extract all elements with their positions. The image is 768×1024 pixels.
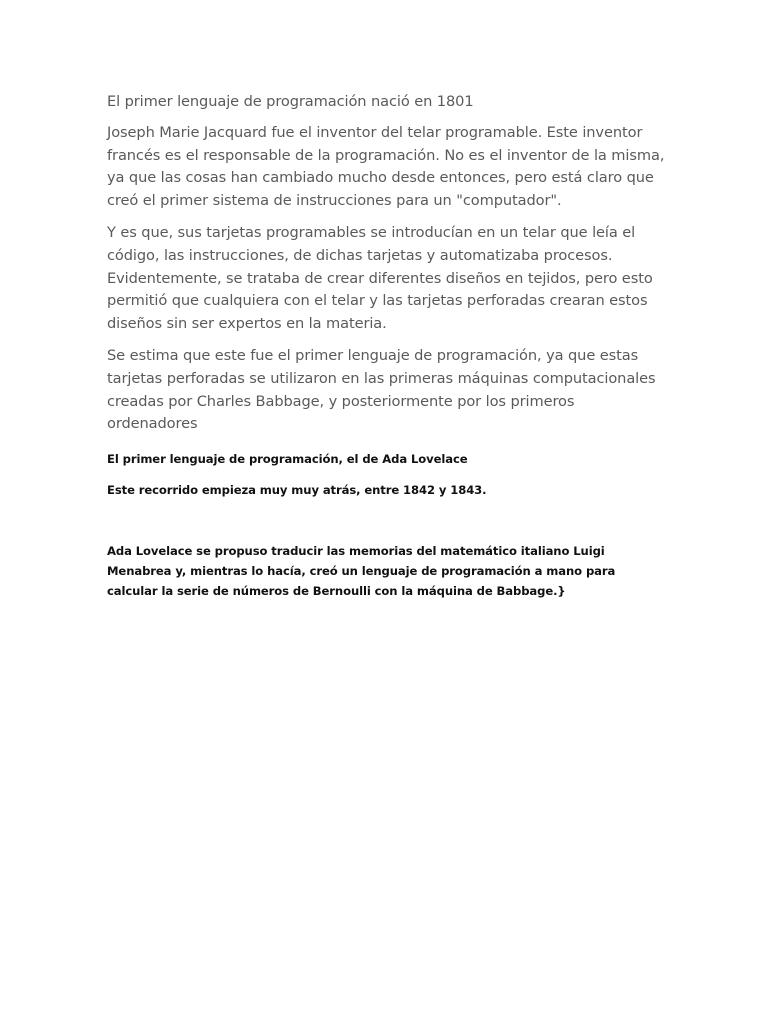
- paragraph-punched-cards: Y es que, sus tarjetas programables se introducían en un telar que leía el código, las instrucciones, de dichas tarjetas y automatizaba procesos. Evidentemente, se trataba de crear diferentes diseños en tejidos, pero esto permitió que cualquiera con el telar y las tarjetas perforadas crearan estos diseños sin ser expertos en la materia.: [107, 223, 653, 333]
- document-heading: El primer lenguaje de programación nació en 1801: [107, 93, 474, 110]
- paragraph-jacquard: Joseph Marie Jacquard fue el inventor del telar programable. Este inventor francés es el responsable de la programación. No es el inventor de la misma, ya que las cosas han cambiado mucho desde entonces, pero está claro que creó el primer sistema de instrucciones para un "computador".: [107, 123, 665, 210]
- document-body: [107, 91, 667, 601]
- ada-lovelace-subheading: El primer lenguaje de programación, el de Ada Lovelace: [107, 452, 468, 467]
- paragraph-first-language: Se estima que este fue el primer lenguaje de programación, ya que estas tarjetas perforadas se utilizaron en las primeras máquinas computacionales creadas por Charles Babbage, y posteriormente por los primeros ordenadores: [107, 346, 656, 433]
- ada-lovelace-paragraph: Ada Lovelace se propuso traducir las memorias del matemático italiano Luigi Menabrea y, mientras lo hacía, creó un lenguaje de programación a mano para calcular la serie de números de Bernoulli con la máquina de Babbage.}: [107, 544, 616, 599]
- timeline-line: Este recorrido empieza muy muy atrás, entre 1842 y 1843.: [107, 483, 487, 498]
